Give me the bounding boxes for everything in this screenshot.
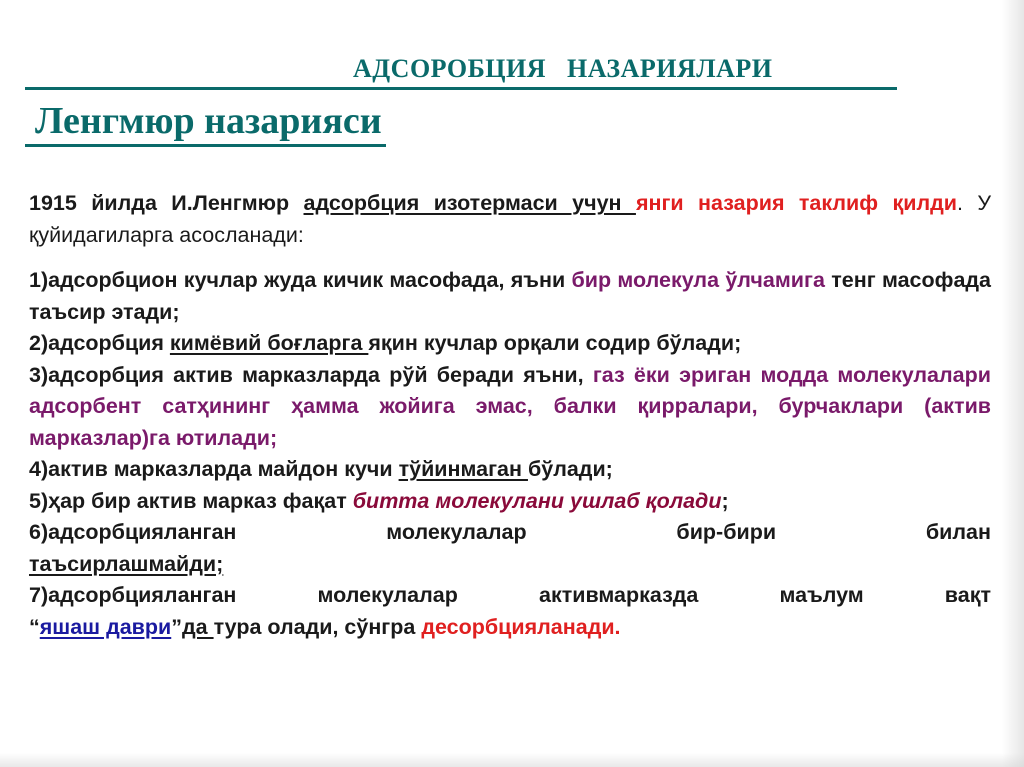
spacer (29, 251, 991, 265)
item-5-text-a: 5)ҳар бир актив марказ фақат (29, 488, 353, 513)
item-7-text-b: яшаш даври (39, 614, 172, 639)
intro-text-a: 1915 йилда И.Ленгмюр (29, 191, 304, 215)
item-4-text-c: бўлади; (527, 457, 613, 481)
item-7-quote-close: ” (171, 614, 182, 639)
list-item-6-cont (29, 549, 991, 581)
item-7-text-d: тура олади, сўнгра (213, 614, 422, 639)
item-7-text-c: да (182, 614, 214, 639)
list-item-2 (29, 328, 991, 360)
item-7-text-e: десорбцияланади. (421, 614, 621, 639)
list-item-7 (29, 580, 991, 612)
item-4-text-b: тўйинмаган (398, 457, 528, 481)
item-2-text-b: кимёвий боғларга (169, 331, 369, 355)
intro-text-d: . У қуйидагиларга асосланади: (29, 191, 991, 247)
item-1-text-a: 1)адсорбцион кучлар жуда кичик масофада, яъни (29, 268, 572, 292)
item-3-text-b: газ ёки эриган модда молекулалари адсорбент сатҳининг ҳамма жойига эмас, балки қирралари, бурчаклари (актив марказлар)га ютилади; (29, 362, 991, 450)
intro-text-c: янги назария таклиф қилди (635, 191, 957, 215)
item-6-text-a: 6)адсорбцияланган молекулалар бир-бири билан (29, 520, 991, 544)
item-4-text-a: 4)актив марказларда майдон кучи (29, 457, 399, 481)
item-3-text-a: 3)адсорбция актив марказларда рўй беради яъни, (29, 362, 593, 387)
item-7-text-a: 7)адсорбцияланган молекулалар активмарказда маълум вақт (29, 583, 991, 607)
list-item-6 (29, 517, 991, 549)
list-item-3 (29, 360, 991, 455)
list-item-4 (29, 454, 991, 486)
item-2-text-c: яқин кучлар орқали содир бўлади; (368, 331, 742, 355)
slide-shadow-bottom (0, 753, 1024, 767)
intro-text-b: адсорбция изотермаси учун (303, 191, 636, 215)
item-2-text-a: 2)адсорбция (29, 331, 170, 355)
list-item-7-cont (29, 612, 991, 644)
item-1-text-c: тенг масофада таъсир этади; (29, 268, 992, 324)
list-item-1 (29, 265, 991, 328)
intro-paragraph (29, 188, 991, 251)
slide-subtitle: Ленгмюр назарияси (25, 98, 386, 147)
item-1-text-b: бир молекула ўлчамига (571, 268, 825, 292)
slide-title: АДСОРОБЦИЯ НАЗАРИЯЛАРИ (25, 46, 897, 90)
slide-body (29, 188, 991, 643)
item-6-text-b: таъсирлашмайди; (29, 551, 224, 576)
item-5-text-b: битта молекулани ушлаб қолади (352, 488, 722, 513)
item-5-text-c: ; (721, 488, 729, 513)
item-7-quote-open: “ (29, 614, 40, 639)
list-item-5 (29, 486, 991, 518)
slide-shadow-right (1002, 0, 1024, 767)
